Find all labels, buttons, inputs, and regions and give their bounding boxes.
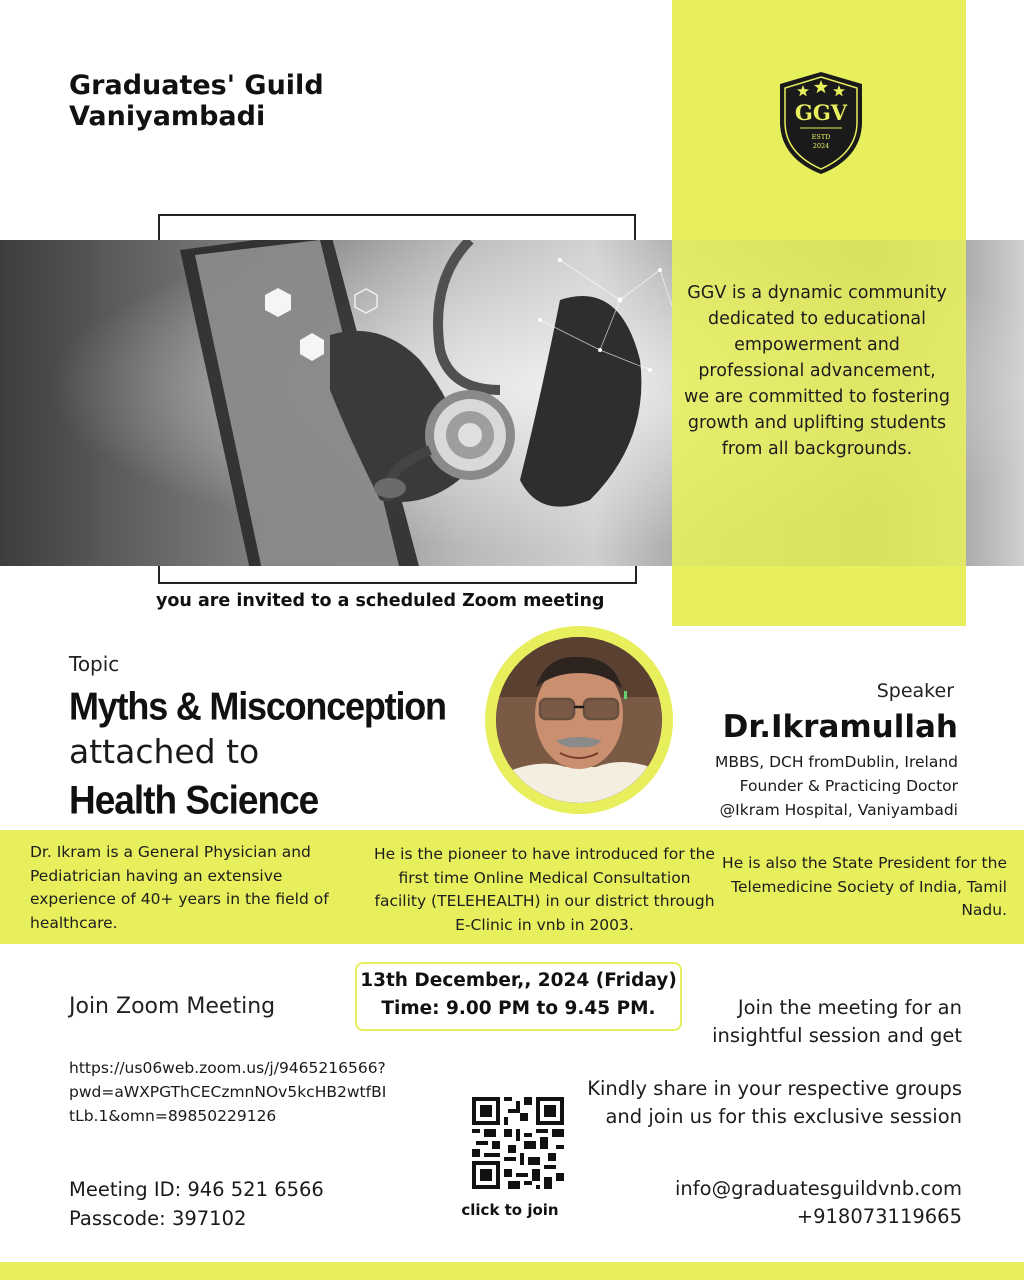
topic-title-line3: Health Science: [69, 778, 319, 823]
contact-email[interactable]: info@graduatesguildvnb.com: [675, 1177, 962, 1200]
speaker-credential-degree: MBBS, DCH fromDublin, Ireland: [715, 753, 958, 771]
contact-phone[interactable]: +918073119665: [796, 1205, 962, 1228]
invite-text: you are invited to a scheduled Zoom meeting: [156, 591, 605, 611]
frame-line: [158, 566, 160, 584]
speaker-photo: [496, 637, 662, 803]
frame-line: [158, 582, 637, 584]
bio-experience: Dr. Ikram is a General Physician and Pediatrician having an extensive experience of 40+ years in the field of healthcare.: [30, 843, 329, 932]
zoom-meeting-link[interactable]: https://us06web.zoom.us/j/9465216566?pwd=aWXPGThCECzmnNOv5kcHB2wtfBItLb.1&omn=89850229126: [69, 1059, 387, 1125]
frame-line: [635, 566, 637, 584]
about-text: GGV is a dynamic community dedicated to educational empowerment and professional advancement, we are committed to fostering growth and uplifting students from all backgrounds.: [684, 283, 950, 459]
topic-label: Topic: [69, 652, 120, 676]
join-zoom-heading: Join Zoom Meeting: [69, 994, 276, 1019]
meeting-id: Meeting ID: 946 521 6566: [69, 1178, 324, 1201]
logo-estd: ESTD: [811, 133, 831, 141]
join-cta-text: Join the meeting for an insightful session and get: [712, 996, 962, 1047]
logo-year: 2024: [812, 142, 830, 150]
event-time: Time: 9.00 PM to 9.45 PM.: [381, 998, 656, 1019]
meeting-credentials: [69, 1175, 324, 1233]
org-name: [69, 70, 324, 132]
click-to-join-label[interactable]: click to join: [461, 1201, 559, 1219]
qr-code-icon[interactable]: [472, 1097, 564, 1189]
shield-logo-icon: [776, 70, 866, 176]
logo-initials: GGV: [794, 100, 848, 125]
speaker-credential-role: Founder & Practicing Doctor: [739, 777, 958, 795]
event-date: 13th December,, 2024 (Friday): [360, 970, 677, 991]
topic-title-line2: attached to: [69, 732, 260, 771]
speaker-credentials: [715, 750, 958, 822]
topic-title-line1: Myths & Misconception: [69, 684, 446, 729]
bottom-band: [0, 1262, 1024, 1280]
speaker-label: Speaker: [876, 680, 954, 702]
frame-line: [634, 214, 636, 240]
frame-line: [158, 214, 635, 216]
contact-info: [622, 1175, 962, 1231]
meeting-passcode: Passcode: 397102: [69, 1207, 247, 1230]
speaker-credential-hospital: @Ikram Hospital, Vaniyambadi: [719, 801, 958, 819]
bio-president: He is also the State President for the Telemedicine Society of India, Tamil Nadu.: [722, 854, 1007, 919]
org-name-line1: Graduates' Guild: [69, 70, 324, 101]
bio-telehealth: He is the pioneer to have introduced for the first time Online Medical Consultation facility (TELEHEALTH) in our district through E-Clinic in vnb in 2003.: [374, 845, 715, 934]
share-request-text: Kindly share in your respective groups and join us for this exclusive session: [587, 1077, 962, 1128]
speaker-portrait-icon: [496, 637, 662, 803]
speaker-name: Dr.Ikramullah: [722, 709, 958, 745]
frame-line: [158, 214, 160, 240]
org-name-line2: Vaniyambadi: [69, 101, 266, 132]
